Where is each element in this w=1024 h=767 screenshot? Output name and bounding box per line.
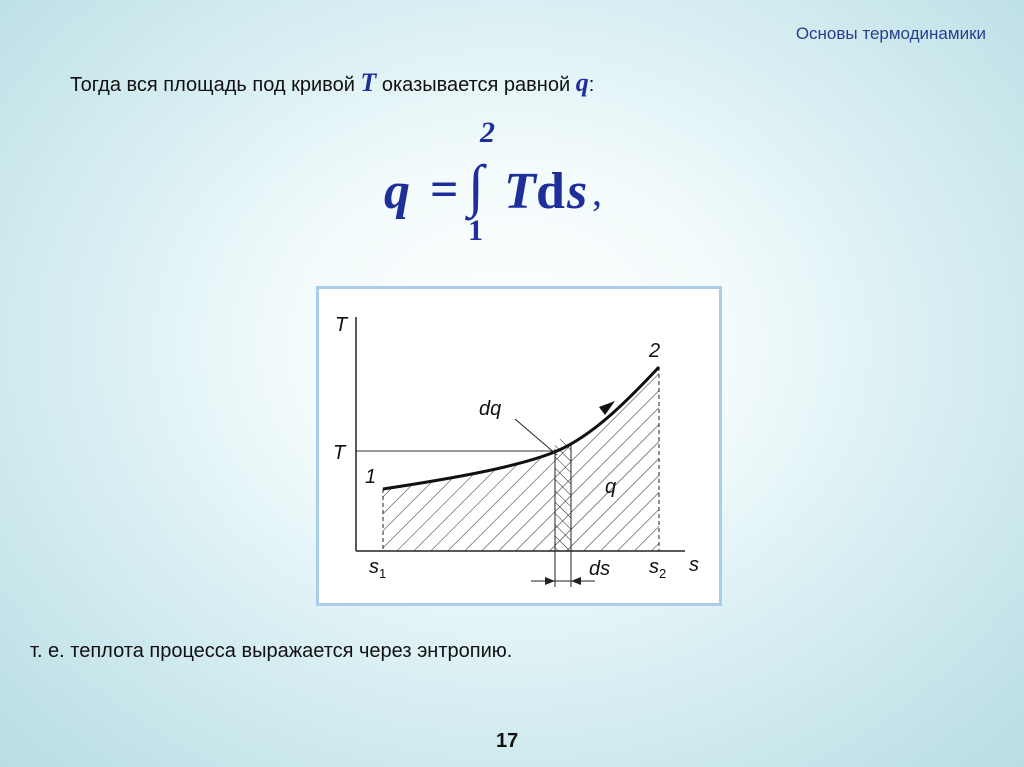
integrand-s: s	[567, 163, 588, 220]
ds-arrow-right	[571, 577, 581, 585]
integrand-d: d	[536, 163, 565, 220]
intro-text-part: Тогда вся площадь под кривой	[70, 74, 361, 96]
formula-equals: =	[430, 161, 459, 217]
y-axis-label: T	[335, 314, 348, 336]
formula-comma: ,	[592, 169, 602, 214]
integral-sign: ∫	[468, 153, 484, 218]
heat-symbol: q	[575, 68, 589, 97]
s1-label: $s_1$	[369, 556, 387, 581]
dq-pointer	[515, 419, 557, 455]
integral-lower-limit: 1	[468, 214, 483, 247]
page-number: 17	[496, 730, 519, 752]
slide-header: Основы термодинамики	[795, 24, 986, 43]
intro-text-part: :	[588, 74, 595, 96]
formula-lhs: q	[384, 163, 410, 220]
ds-arrow-left	[545, 577, 555, 585]
ds-label: ds	[589, 558, 611, 580]
x-axis-label: s	[689, 554, 699, 576]
dq-label: dq	[479, 398, 502, 420]
point-2-label: 2	[649, 340, 661, 362]
integrand-T: T	[504, 163, 536, 220]
q-label: q	[605, 476, 617, 498]
integral-upper-limit: 2	[480, 116, 495, 149]
ts-diagram-svg	[319, 289, 719, 603]
conclusion-text: т. е. теплота процесса выражается через энтропию.	[30, 640, 513, 662]
intro-text	[70, 68, 594, 98]
intro-text-part: оказывается равной	[376, 74, 576, 96]
area-under-curve	[383, 367, 659, 551]
s2-label: $s_2$	[649, 556, 667, 581]
integral-formula	[380, 118, 640, 258]
ds-strip	[555, 439, 571, 551]
t-level-label: T	[333, 442, 346, 464]
point-1-label: 1	[365, 466, 377, 488]
temperature-symbol: T	[360, 68, 377, 97]
ts-diagram	[316, 286, 722, 606]
